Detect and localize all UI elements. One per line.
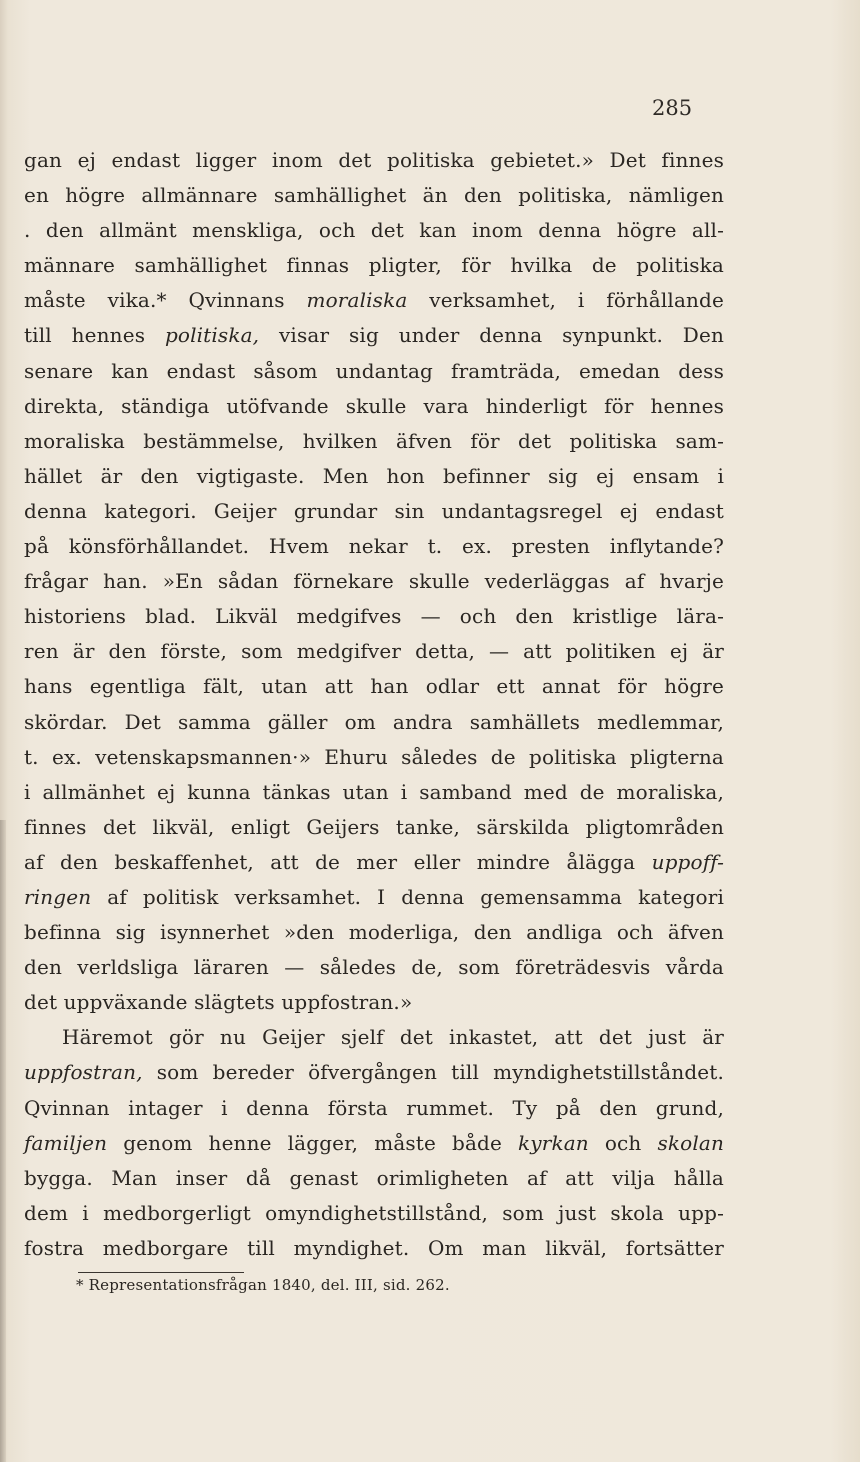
text-line: finnes det likväl, enligt Geijers tanke, särskilda pligtområden xyxy=(24,814,724,839)
italic-word: uppfostran, xyxy=(24,1060,143,1085)
text-line: befinna sig isynnerhet »den moderliga, den andliga och äfven xyxy=(24,920,724,945)
footnote: * Representationsfrågan 1840, del. III, sid. 262. xyxy=(76,1276,450,1294)
text-segment: som bereder öfvergången till myndighetstillståndet. xyxy=(142,1060,724,1085)
text-line: gan ej endast ligger inom det politiska gebietet.» Det finnes xyxy=(24,148,724,172)
text-segment: verksamhet, i förhållande xyxy=(407,288,724,313)
footnote-divider xyxy=(78,1272,244,1273)
text-line: männare samhällighet finnas pligter, för hvilka de politiska xyxy=(24,253,724,278)
text-line: skördar. Det samma gäller om andra samhällets medlemmar, xyxy=(24,709,724,734)
text-line: frågar han. »En sådan förnekare skulle vederläggas af hvarje xyxy=(24,569,724,594)
text-line: hans egentliga fält, utan att han odlar ett annat för högre xyxy=(24,674,724,699)
italic-word: ringen xyxy=(24,884,92,909)
italic-word: moraliska xyxy=(306,288,408,313)
text-line: historiens blad. Likväl medgifves — och den kristlige lära- xyxy=(24,604,724,629)
text-line: . den allmänt menskliga, och det kan inom denna högre all- xyxy=(24,218,724,243)
text-line: den verldsliga läraren — således de, som företrädesvis vårda xyxy=(24,955,724,980)
text-segment: och xyxy=(588,1130,658,1155)
text-line: senare kan endast såsom undantag framträda, emedan dess xyxy=(24,358,724,383)
text-line: dem i medborgerligt omyndighetstillstånd, som just skola upp- xyxy=(24,1200,724,1225)
text-segment: visar sig under denna synpunkt. Den xyxy=(259,323,724,348)
italic-word: uppoff- xyxy=(651,849,724,874)
text-line: direkta, ständiga utöfvande skulle vara hinderligt för hennes xyxy=(24,393,724,418)
body-text xyxy=(24,143,724,1266)
text-line: bygga. Man inser då genast orimligheten af att vilja hålla xyxy=(24,1165,724,1190)
text-line: på könsförhållandet. Hvem nekar t. ex. presten inflytande? xyxy=(24,534,724,559)
text-segment: af den beskaffenhet, att de mer eller mindre ålägga xyxy=(24,849,652,874)
text-line: en högre allmännare samhällighet än den politiska, nämligen xyxy=(24,183,724,208)
text-line: moraliska bestämmelse, hvilken äfven för det politiska sam- xyxy=(24,428,724,453)
text-line: t. ex. vetenskapsmannen·» Ehuru således de politiska pligterna xyxy=(24,744,724,769)
text-segment: af politisk verksamhet. I denna gemensamma kategori xyxy=(91,884,724,909)
page-number: 285 xyxy=(652,96,693,120)
text-line xyxy=(24,880,724,915)
text-line xyxy=(24,283,724,318)
text-line: i allmänhet ej kunna tänkas utan i samband med de moraliska, xyxy=(24,779,724,804)
italic-word: politiska, xyxy=(164,323,260,348)
text-line: ren är den förste, som medgifver detta, — att politiken ej är xyxy=(24,639,724,664)
text-line: hället är den vigtigaste. Men hon befinner sig ej ensam i xyxy=(24,463,724,488)
italic-word: skolan xyxy=(657,1130,724,1155)
text-segment: måste vika.* Qvinnans xyxy=(24,288,307,313)
page-spine-shadow xyxy=(0,820,6,1462)
text-line: det uppväxande slägtets uppfostran.» xyxy=(24,990,413,1015)
italic-word: familjen xyxy=(24,1130,108,1155)
text-segment: genom henne lägger, måste både xyxy=(107,1130,519,1155)
text-line xyxy=(24,845,724,880)
text-line: fostra medborgare till myndighet. Om man likväl, fortsätter xyxy=(24,1235,724,1260)
text-line xyxy=(24,1055,724,1090)
text-line xyxy=(24,318,724,353)
text-line: denna kategori. Geijer grundar sin undantagsregel ej endast xyxy=(24,498,724,523)
text-line: Häremot gör nu Geijer sjelf det inkastet, att det just är xyxy=(62,1025,724,1050)
text-line xyxy=(24,1126,724,1161)
italic-word: kyrkan xyxy=(518,1130,589,1155)
text-line: Qvinnan intager i denna första rummet. Ty på den grund, xyxy=(24,1095,724,1120)
text-segment: till hennes xyxy=(24,323,165,348)
